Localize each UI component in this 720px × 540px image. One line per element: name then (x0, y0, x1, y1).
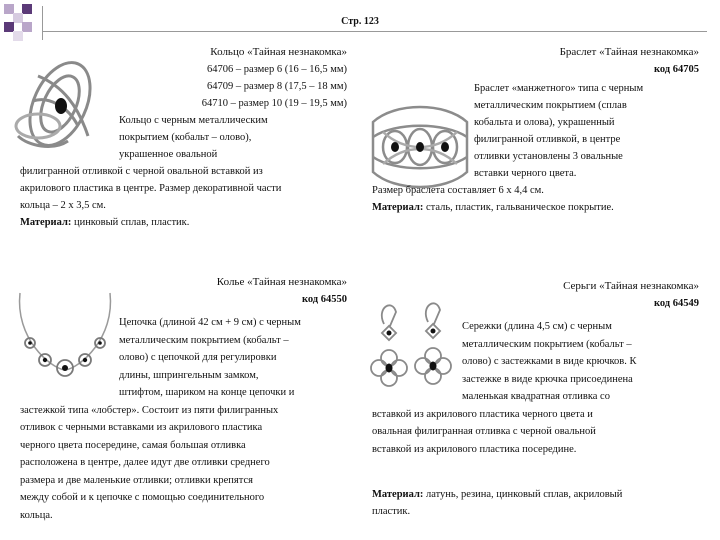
necklace-desc-line: расположена в центре, далее идут две отливки среднего (20, 457, 270, 468)
necklace-code: код 64550 (301, 294, 347, 305)
bracelet-title: Браслет «Тайная незнакомка» (559, 46, 699, 58)
earrings-desc-line: Сережки (длина 4,5 см) с черным (462, 321, 612, 332)
ring-title: Кольцо «Тайная незнакомка» (210, 46, 347, 58)
necklace-header (110, 274, 347, 308)
earrings-header (440, 278, 699, 312)
earrings-title: Серьги «Тайная незнакомка» (563, 280, 699, 292)
bracelet-header (440, 44, 699, 78)
necklace-desc-line: штифтом, шариком на конце цепочки и (119, 387, 295, 398)
ring-description (20, 112, 360, 231)
necklace-desc-line: Цепочка (длиной 42 см + 9 см) с черным (119, 317, 301, 328)
bracelet-description (372, 80, 712, 216)
ring-desc-line: кольца – 2 х 3,5 см. (20, 200, 106, 211)
earrings-desc-line: олово) с застежками в виде крючков. К (462, 356, 637, 367)
bracelet-material-value: сталь, пластик, гальваническое покрытие. (423, 202, 614, 213)
ring-material (20, 214, 360, 231)
necklace-title: Колье «Тайная незнакомка» (216, 276, 347, 288)
bracelet-desc-line: филигранной отливкой, в центре (474, 134, 621, 145)
earrings-desc-line: маленькая квадратная отливка со (462, 391, 610, 402)
earrings-material-label: Материал: (372, 489, 424, 500)
necklace-desc-line: металлическим покрытием (кобальт – (119, 334, 289, 346)
earrings-desc-line: овальная филигранная отливка с черной овальной (372, 426, 596, 437)
ring-material-value: цинковый сплав, пластик. (71, 217, 190, 228)
bracelet-desc-line: кобальта и олова), украшенный (474, 117, 615, 128)
necklace-desc-line: кольца. (20, 509, 53, 521)
necklace-desc-line: застежкой типа «лобстер». Состоит из пяти филигранных (20, 404, 279, 416)
earrings-code: код 64549 (653, 298, 699, 309)
earrings-material-cont: пластик. (372, 506, 411, 517)
ring-desc-line: филигранной отливкой с черной овальной вставкой из (20, 166, 263, 177)
earrings-desc-line: застежке в виде крючка присоединена (462, 373, 633, 385)
ring-desc-line: акрилового пластика в центре. Размер декоративной части (20, 183, 282, 194)
bracelet-desc-line: Браслет «манжетного» типа с черным (474, 83, 644, 94)
earrings-description (372, 318, 712, 458)
earrings-desc-line: металлическим покрытием (кобальт – (462, 338, 632, 350)
bracelet-material (372, 199, 712, 216)
page-number: Стр. 123 (341, 16, 379, 27)
necklace-desc-line: отливок с черными вставками из акрилового пластика (20, 422, 263, 433)
ring-desc-line: украшенное овальной (119, 149, 218, 160)
ring-code: 64706 – размер 6 (16 – 16,5 мм) (207, 64, 347, 75)
bracelet-desc-line: отливки установлены 3 овальные (474, 151, 623, 162)
ring-desc-line: покрытием (кобальт – олово), (119, 132, 252, 143)
bracelet-desc-line: вставки черного цвета. (474, 168, 577, 179)
necklace-desc-line: длины, шпрингельным замком, (119, 369, 259, 381)
necklace-desc-line: размера и две маленькие отливки; отливки крепятся (20, 474, 253, 486)
bracelet-desc-line: металлическим покрытием (сплав (474, 100, 627, 111)
ring-code: 64709 – размер 8 (17,5 – 18 мм) (207, 81, 347, 92)
bracelet-material-label: Материал: (372, 202, 424, 213)
ring-header (110, 44, 347, 112)
earrings-material (372, 486, 712, 520)
necklace-desc-line: черного цвета посередине, самая большая отливка (20, 439, 246, 451)
earrings-desc-line: вставкой из акрилового пластика черного цвета и (372, 408, 593, 420)
ring-desc-line: Кольцо с черным металлическим (119, 115, 268, 126)
bracelet-desc-line: Размер браслета составляет 6 х 4,4 см. (372, 185, 544, 196)
ring-material-label: Материал: (20, 217, 72, 228)
earrings-desc-line: вставкой из акрилового пластика посередине. (372, 443, 577, 455)
necklace-desc-line: между собой и к цепочке с помощью соединительного (20, 492, 265, 503)
header-rule (42, 31, 707, 32)
necklace-description (20, 314, 360, 524)
bracelet-code: код 64705 (653, 64, 699, 75)
necklace-desc-line: олово) с цепочкой для регулировки (119, 352, 277, 363)
earrings-material-value: латунь, резина, цинковый сплав, акриловый (423, 489, 623, 500)
ring-code: 64710 – размер 10 (19 – 19,5 мм) (201, 98, 347, 109)
